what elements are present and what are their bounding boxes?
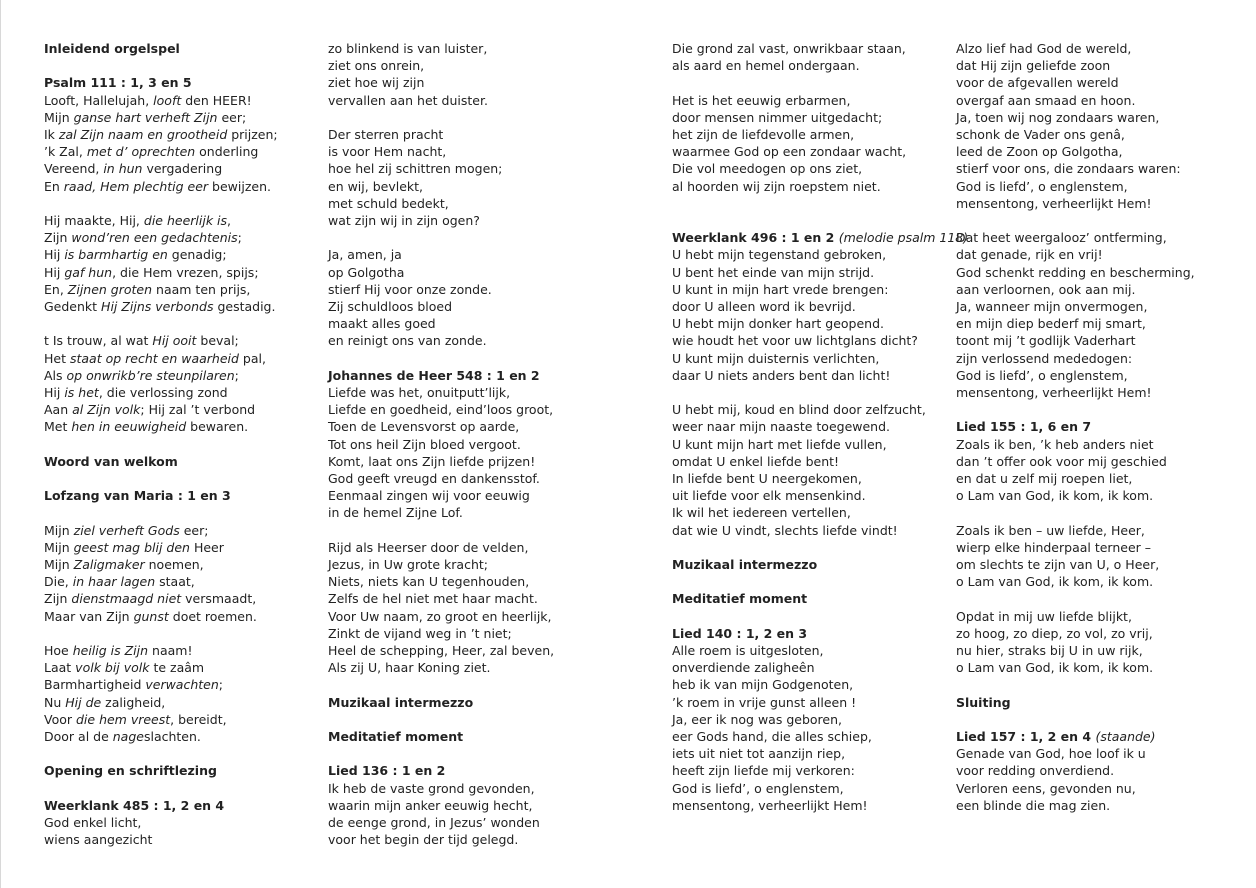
section-heading-text: Lied 136 : 1 en 2	[328, 763, 446, 779]
verse-line: Looft, Hallelujah, looft den HEER!	[44, 92, 252, 108]
verse-line: Hoe heilig is Zijn naam!	[44, 643, 193, 658]
verse-line: Liefde en goedheid, eind’loos groot,	[328, 402, 554, 418]
verse-line: Rijd als Heerser door de velden,	[328, 539, 529, 555]
verse-line: Alle roem is uitgesloten,	[672, 643, 824, 658]
verse-line: Laat volk bij volk te zaâm	[44, 660, 205, 676]
verse-line: Zelfs de hel niet met haar macht.	[328, 591, 538, 607]
section-block	[44, 762, 334, 779]
verse-line: maakt alles goed	[328, 316, 436, 332]
section-block	[672, 590, 962, 607]
section-block	[672, 556, 962, 573]
verse-line: Ik wil het iedereen vertellen,	[672, 505, 851, 521]
verse-line: Mijn Zaligmaker noemen,	[44, 557, 204, 572]
verse-line: Mijn ziel verheft Gods eer;	[44, 522, 209, 538]
verse-line: dat Hij zijn geliefde zoon	[956, 58, 1111, 74]
verse-line: Voor Uw naam, zo groot en heerlijk,	[328, 608, 552, 624]
section-heading-text: Opening en schriftlezing	[44, 763, 217, 779]
section-block	[44, 797, 334, 849]
verse-line: voor redding onverdiend.	[956, 763, 1115, 779]
verse-line: hoe hel zij schittren mogen;	[328, 161, 503, 177]
verse-line: leed de Zoon op Golgotha,	[956, 144, 1123, 160]
verse-line: door U alleen word ik bevrijd.	[672, 299, 856, 314]
page-left-edge	[0, 0, 1, 888]
verse-line: zo blinkend is van luister,	[328, 41, 488, 56]
verse-line: en wij, bevlekt,	[328, 178, 424, 194]
section-heading	[44, 762, 334, 779]
verse-line: God is liefd’, o englenstem,	[956, 178, 1128, 194]
verse-line: in de hemel Zijne Lof.	[328, 505, 463, 521]
verse-line: Zijn wond’ren een gedachtenis;	[44, 230, 242, 246]
verse-line: Maar van Zijn gunst doet roemen.	[44, 608, 257, 624]
section-heading-note: (melodie psalm 118)	[838, 230, 969, 246]
verse-block	[44, 212, 334, 315]
verse-line: toont mij ’t godlijk Vaderhart	[956, 333, 1136, 349]
section-heading-text: Lied 157 : 1, 2 en 4	[956, 729, 1092, 745]
section-heading	[44, 453, 334, 470]
verse-block	[44, 332, 334, 435]
verse-line: En raad, Hem plechtig eer bewijzen.	[44, 178, 271, 194]
section-heading-text: Lied 140 : 1, 2 en 3	[672, 625, 808, 641]
verse-line: God schenkt redding en bescherming,	[956, 264, 1195, 280]
verse-line: ’k Zal, met d’ oprechten onderling	[44, 144, 259, 160]
section-block	[956, 728, 1246, 814]
verse-line: weer naar mijn naaste toegewend.	[672, 419, 891, 435]
verse-line: Komt, laat ons Zijn liefde prijzen!	[328, 453, 536, 469]
verse-line: het zijn de liefdevolle armen,	[672, 127, 855, 142]
section-heading-text: Weerklank 485 : 1, 2 en 4	[44, 797, 225, 813]
verse-line: zo hoog, zo diep, zo vol, zo vrij,	[956, 625, 1153, 641]
section-heading	[44, 487, 334, 504]
verse-line: dat wie U vindt, slechts liefde vindt!	[672, 522, 898, 538]
verse-line: Zij schuldloos bloed	[328, 299, 453, 315]
section-heading-text: Woord van welkom	[44, 453, 178, 469]
verse-line: Ja, eer ik nog was geboren,	[672, 711, 842, 727]
verse-block	[44, 642, 334, 745]
verse-line: daar U niets anders bent dan licht!	[672, 367, 891, 383]
section-heading-text: Meditatief moment	[328, 729, 464, 745]
section-block	[328, 728, 618, 745]
verse-line: Tot ons heil Zijn bloed vergoot.	[328, 436, 521, 452]
verse-line: schonk de Vader ons genâ,	[956, 127, 1125, 143]
verse-line: U kunt in mijn hart vrede brengen:	[672, 281, 889, 297]
verse-line: wierp elke hinderpaal terneer –	[956, 539, 1152, 555]
verse-line: Opdat in mij uw liefde blijkt,	[956, 608, 1132, 624]
verse-line: U kunt mijn duisternis verlichten,	[672, 350, 880, 366]
verse-block	[956, 40, 1246, 212]
verse-block	[328, 539, 618, 677]
verse-line: overgaf aan smaad en hoon.	[956, 92, 1136, 108]
verse-line: Zoals ik ben – uw liefde, Heer,	[956, 522, 1145, 538]
section-block	[956, 418, 1246, 504]
section-heading-text: Muzikaal intermezzo	[672, 557, 818, 573]
verse-line: Door al de nageslachten.	[44, 729, 201, 745]
section-heading	[44, 797, 334, 814]
section-heading	[328, 762, 618, 779]
section-heading	[672, 556, 962, 573]
verse-block	[672, 40, 962, 74]
verse-line: U hebt mijn tegenstand gebroken,	[672, 247, 887, 263]
verse-block	[44, 522, 334, 625]
section-heading	[956, 694, 1246, 711]
verse-line: aan verloornen, ook aan mij.	[956, 281, 1136, 297]
verse-line: is voor Hem nacht,	[328, 144, 447, 160]
verse-line: Die vol meedogen op ons ziet,	[672, 161, 863, 177]
section-heading	[672, 590, 962, 607]
verse-line: heb ik van mijn Godgenoten,	[672, 677, 854, 693]
verse-block	[672, 92, 962, 195]
verse-line: stierf Hij voor onze zonde.	[328, 281, 492, 297]
section-heading-text: Psalm 111 : 1, 3 en 5	[44, 75, 192, 91]
verse-line: heeft zijn liefde mij verkoren:	[672, 763, 855, 779]
section-block	[44, 74, 334, 194]
verse-line: Hij is het, die verlossing zond	[44, 385, 228, 401]
verse-line: ziet ons onrein,	[328, 58, 425, 74]
verse-line: Zijn dienstmaagd niet versmaadt,	[44, 591, 257, 607]
verse-line: Als zij U, haar Koning ziet.	[328, 660, 491, 676]
verse-block	[956, 229, 1246, 401]
verse-line: Vereend, in hun vergadering	[44, 161, 223, 177]
section-heading-text: Muzikaal intermezzo	[328, 694, 474, 710]
verse-line: t Is trouw, al wat Hij ooit beval;	[44, 333, 239, 349]
section-heading	[328, 367, 618, 384]
verse-line: En, Zijnen groten naam ten prijs,	[44, 281, 251, 297]
section-block	[672, 625, 962, 814]
verse-line: Nu Hij de zaligheid,	[44, 694, 166, 710]
verse-line: Jezus, in Uw grote kracht;	[328, 557, 488, 573]
verse-line: Het staat op recht en waarheid pal,	[44, 350, 266, 366]
verse-line: Verloren eens, gevonden nu,	[956, 780, 1136, 796]
section-heading	[672, 625, 962, 642]
verse-line: Met hen in eeuwigheid bewaren.	[44, 419, 249, 435]
verse-line: Mijn ganse hart verheft Zijn eer;	[44, 109, 247, 125]
verse-line: o Lam van God, ik kom, ik kom.	[956, 488, 1154, 504]
verse-line: iets uit niet tot aanzijn riep,	[672, 746, 846, 762]
verse-line: dat genade, rijk en vrij!	[956, 247, 1103, 263]
section-block	[328, 762, 618, 848]
verse-line: Dat heet weergalooz’ ontferming,	[956, 230, 1167, 246]
section-block	[672, 229, 969, 384]
verse-line: voor de afgevallen wereld	[956, 75, 1119, 91]
section-heading-text: Lied 155 : 1, 6 en 7	[956, 419, 1092, 435]
verse-line: Zinkt de vijand weg in ’t niet;	[328, 625, 512, 641]
section-block	[44, 40, 334, 57]
verse-line: omdat U enkel liefde bent!	[672, 453, 840, 469]
verse-line: wie houdt het voor uw lichtglans dicht?	[672, 333, 918, 349]
verse-line: Toen de Levensvorst op aarde,	[328, 419, 520, 435]
verse-line: ziet hoe wij zijn	[328, 75, 425, 91]
verse-line: met schuld bedekt,	[328, 195, 449, 211]
verse-line: ’k roem in vrije gunst alleen !	[672, 694, 857, 710]
verse-line: Alzo lief had God de wereld,	[956, 41, 1132, 56]
verse-line: door mensen nimmer uitgedacht;	[672, 109, 883, 125]
verse-line: op Golgotha	[328, 264, 405, 280]
verse-line: voor het begin der tijd gelegd.	[328, 832, 519, 848]
verse-line: een blinde die mag zien.	[956, 797, 1111, 813]
section-heading	[328, 728, 618, 745]
section-heading	[328, 694, 618, 711]
verse-line: Voor die hem vreest, bereidt,	[44, 711, 227, 727]
verse-line: Hij gaf hun, die Hem vrezen, spijs;	[44, 264, 259, 280]
verse-line: zijn verlossend mededogen:	[956, 350, 1133, 366]
verse-line: Heel de schepping, Heer, zal beven,	[328, 643, 555, 659]
column-2	[328, 40, 618, 866]
verse-line: Ja, amen, ja	[328, 247, 402, 263]
verse-line: God geeft vreugd en dankensstof.	[328, 471, 540, 487]
column-3	[672, 40, 969, 831]
verse-line: vervallen aan het duister.	[328, 92, 488, 108]
section-heading-text: Meditatief moment	[672, 591, 808, 607]
verse-line: mensentong, verheerlijkt Hem!	[956, 385, 1152, 401]
verse-line: Ja, toen wij nog zondaars waren,	[956, 109, 1160, 125]
verse-line: en mijn diep bederf mij smart,	[956, 316, 1146, 332]
section-heading	[956, 418, 1246, 435]
verse-line: de eenge grond, in Jezus’ wonden	[328, 815, 540, 831]
section-block	[44, 487, 334, 504]
verse-line: Mijn geest mag blij den Heer	[44, 539, 224, 555]
verse-line: en dat u zelf mij roepen liet,	[956, 471, 1133, 487]
verse-block	[672, 212, 962, 229]
verse-line: eer Gods hand, die alles schiep,	[672, 729, 872, 745]
verse-line: Liefde was het, onuitputt’lijk,	[328, 385, 511, 401]
verse-line: al hoorden wij zijn roepstem niet.	[672, 178, 881, 194]
verse-line: Gedenkt Hij Zijns verbonds gestadig.	[44, 299, 276, 315]
verse-line: Hij maakte, Hij, die heerlijk is,	[44, 213, 232, 228]
section-block	[328, 694, 618, 711]
section-block	[956, 694, 1246, 711]
verse-block	[328, 40, 618, 109]
verse-line: Zoals ik ben, ’k heb anders niet	[956, 436, 1154, 452]
verse-line: Eenmaal zingen wij voor eeuwig	[328, 488, 530, 504]
verse-line: God is liefd’, o englenstem,	[956, 367, 1128, 383]
section-block	[44, 453, 334, 470]
verse-line: God enkel licht,	[44, 815, 142, 830]
verse-block	[672, 401, 962, 539]
verse-line: U bent het einde van mijn strijd.	[672, 264, 875, 280]
verse-line: dan ’t offer ook voor mij geschied	[956, 453, 1167, 469]
verse-line: Aan al Zijn volk; Hij zal ’t verbond	[44, 402, 256, 418]
section-heading-text: Sluiting	[956, 694, 1011, 710]
verse-line: o Lam van God, ik kom, ik kom.	[956, 574, 1154, 590]
verse-line: Der sterren pracht	[328, 127, 444, 142]
verse-line: U hebt mij, koud en blind door zelfzucht,	[672, 402, 926, 418]
verse-line: In liefde bent U neergekomen,	[672, 471, 862, 487]
verse-line: o Lam van God, ik kom, ik kom.	[956, 660, 1154, 676]
verse-line: onverdiende zaligheên	[672, 660, 815, 676]
verse-line: God is liefd’, o englenstem,	[672, 780, 844, 796]
verse-line: Die, in haar lagen staat,	[44, 574, 195, 590]
verse-line: Hij is barmhartig en genadig;	[44, 247, 227, 263]
verse-block	[328, 246, 618, 349]
verse-line: Ja, wanneer mijn onvermogen,	[956, 299, 1148, 315]
section-heading-note: (staande)	[1095, 729, 1156, 745]
verse-line: wat zijn wij in zijn ogen?	[328, 213, 480, 229]
section-block	[328, 367, 618, 522]
section-heading-text: Lofzang van Maria : 1 en 3	[44, 488, 231, 504]
verse-line: waarmee God op een zondaar wacht,	[672, 144, 907, 160]
verse-line: en reinigt ons van zonde.	[328, 333, 487, 349]
section-heading-text: Johannes de Heer 548 : 1 en 2	[328, 367, 540, 383]
verse-line: mensentong, verheerlijkt Hem!	[956, 195, 1152, 211]
verse-line: wiens aangezicht	[44, 832, 153, 848]
verse-line: Barmhartigheid verwachten;	[44, 677, 223, 693]
verse-line: mensentong, verheerlijkt Hem!	[672, 797, 868, 813]
section-heading-text: Inleidend orgelspel	[44, 41, 180, 56]
verse-line: Genade van God, hoe loof ik u	[956, 746, 1146, 762]
verse-line: om slechts te zijn van U, o Heer,	[956, 557, 1160, 573]
verse-line: Ik zal Zijn naam en grootheid prijzen;	[44, 127, 278, 142]
section-heading-text: Weerklank 496 : 1 en 2	[672, 230, 835, 246]
verse-line: Die grond zal vast, onwrikbaar staan,	[672, 41, 906, 56]
verse-line: Als op onwrikb’re steunpilaren;	[44, 367, 239, 383]
verse-line: nu hier, straks bij U in uw rijk,	[956, 643, 1143, 659]
verse-block	[956, 522, 1246, 591]
section-heading	[672, 229, 969, 246]
verse-block	[956, 608, 1246, 677]
section-heading	[44, 74, 334, 91]
section-heading	[44, 40, 334, 57]
verse-line: U kunt mijn hart met liefde vullen,	[672, 436, 887, 452]
verse-line: stierf voor ons, die zondaars waren:	[956, 161, 1181, 177]
verse-line: U hebt mijn donker hart geopend.	[672, 316, 884, 332]
verse-line: Niets, niets kan U tegenhouden,	[328, 574, 530, 590]
verse-block	[328, 126, 618, 229]
verse-line: waarin mijn anker eeuwig hecht,	[328, 797, 533, 813]
verse-line: Ik heb de vaste grond gevonden,	[328, 780, 535, 796]
column-4	[956, 40, 1246, 831]
verse-line: Het is het eeuwig erbarmen,	[672, 92, 851, 108]
verse-line: als aard en hemel ondergaan.	[672, 58, 860, 74]
section-heading	[956, 728, 1246, 745]
column-1	[44, 40, 334, 866]
verse-line: uit liefde voor elk mensenkind.	[672, 488, 866, 504]
